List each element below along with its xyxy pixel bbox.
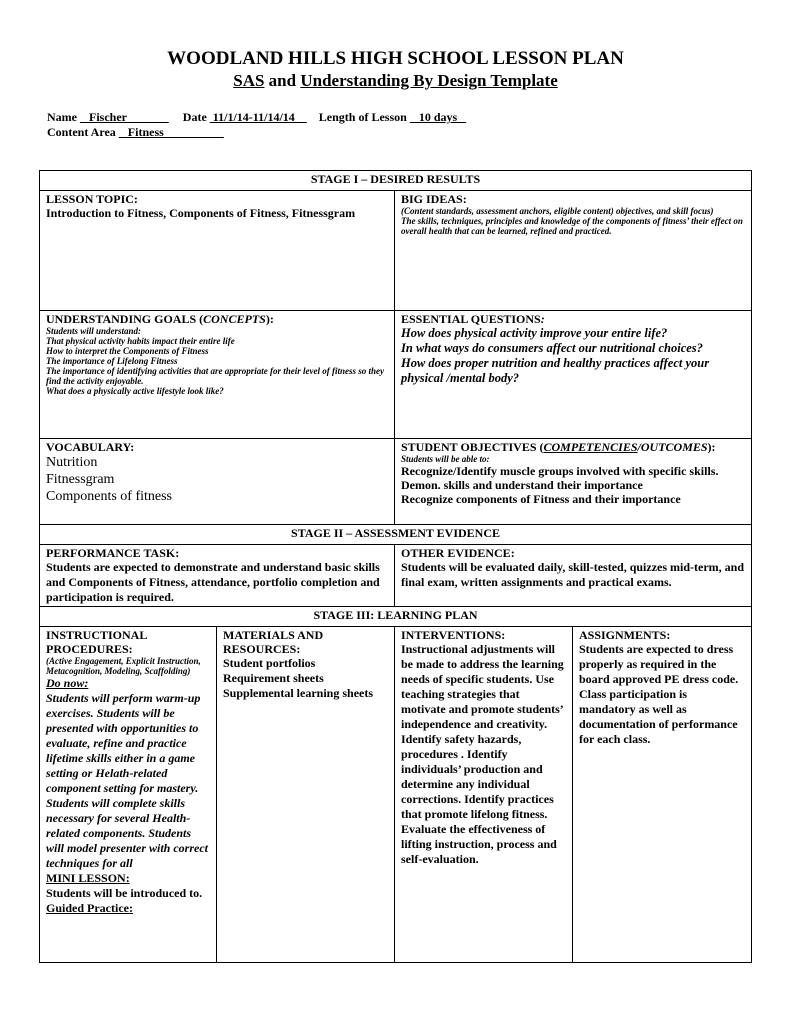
stage2-heading: STAGE II – ASSESSMENT EVIDENCE — [40, 525, 752, 545]
essential-question: How does proper nutrition and healthy practices affect your physical /mental body? — [401, 356, 710, 385]
assignments-cell — [573, 627, 752, 963]
stage1-heading: STAGE I – DESIRED RESULTS — [40, 171, 752, 191]
subtitle-and: and — [264, 71, 301, 90]
header-row-2 — [47, 125, 224, 139]
instructional-procedures-note: (Active Engagement, Explicit Instruction, Metacognition, Modeling, Scaffolding) — [46, 656, 201, 676]
vocabulary-cell — [40, 439, 395, 525]
performance-task-label: PERFORMANCE TASK: — [46, 546, 180, 560]
other-evidence-cell — [395, 545, 752, 607]
interventions-label: INTERVENTIONS: — [401, 628, 506, 642]
stage3-heading: STAGE III: LEARNING PLAN — [40, 607, 752, 627]
essential-questions-label: ESSENTIAL QUESTIONS: — [401, 312, 545, 326]
vocabulary-item: Fitnessgram — [46, 472, 115, 487]
understanding-line: Students will understand: — [46, 326, 142, 336]
document-title: WOODLAND HILLS HIGH SCHOOL LESSON PLAN — [167, 48, 624, 69]
materials-resources-label: MATERIALS AND RESOURCES: — [223, 628, 324, 656]
understanding-goals-label: UNDERSTANDING GOALS (CONCEPTS): — [46, 312, 274, 326]
understanding-line: What does a physically active lifestyle look like? — [46, 386, 224, 396]
mini-lesson-text: Students will be introduced to. — [46, 886, 203, 900]
assignments-text: Students are expected to dress properly as required in the board approved PE dress code. Class participation is mandatory as well as documentation of performance for each class. — [579, 642, 739, 746]
name-value[interactable]: Fischer — [80, 110, 169, 124]
student-objective: Demon. skills and understand their importance — [401, 478, 643, 492]
materials-resources-cell — [217, 627, 395, 963]
date-value[interactable]: 11/1/14-11/14/14 — [209, 110, 307, 124]
assignments-label: ASSIGNMENTS: — [579, 628, 671, 642]
big-ideas-note: (Content standards, assessment anchors, eligible content) objectives, and skill focus) — [401, 206, 714, 216]
subtitle-sas: SAS — [233, 71, 265, 90]
do-now-label: Do now: — [46, 676, 89, 690]
do-now-text: Students will perform warm-up exercises. Students will be presented with opportunities to evaluate, refine and practice lifetime skills either in a game setting or Helath-related component setting for mastery. Students will complete skills necessary for several Health-related components. Students will model presenter with correct techniques for all — [46, 691, 208, 870]
essential-question: In what ways do consumers affect our nutritional choices? — [401, 341, 703, 355]
name-label: Name — [47, 110, 77, 124]
interventions-text: Instructional adjustments will be made to address the learning needs of specific students. Use teaching strategies that motivate and promote students’ independence and creativity. Identify safety hazards, procedures . Identify individuals’ production and determine any individual corrections. Identify practices that promote lifelong fitness. Evaluate the effectiveness of lifting instruction, process and self-evaluation. — [401, 642, 564, 866]
interventions-cell — [395, 627, 573, 963]
header-row-1 — [47, 110, 466, 124]
instructional-procedures-cell — [40, 627, 217, 963]
length-label: Length of Lesson — [318, 110, 407, 124]
lesson-topic-label: LESSON TOPIC: — [46, 192, 138, 206]
student-objective: Recognize/Identify muscle groups involved with specific skills. — [401, 464, 719, 478]
student-objectives-note: Students will be able to: — [401, 454, 490, 464]
instructional-procedures-label: INSTRUCTIONAL PROCEDURES: — [46, 628, 147, 656]
understanding-line: That physical activity habits impact their entire life — [46, 336, 235, 346]
materials-item: Requirement sheets — [223, 671, 324, 685]
content-area-value[interactable]: Fitness — [118, 125, 224, 139]
document-subtitle — [0, 71, 791, 91]
materials-item: Supplemental learning sheets — [223, 686, 374, 700]
big-ideas-text: The skills, techniques, principles and knowledge of the components of fitness’ their effect on overall health that can be learned, refined and practiced. — [401, 216, 743, 236]
performance-task-cell — [40, 545, 395, 607]
big-ideas-label: BIG IDEAS: — [401, 192, 467, 206]
subtitle-ubd: Understanding By Design Template — [300, 71, 558, 90]
understanding-line: The importance of Lifelong Fitness — [46, 356, 178, 366]
essential-questions-cell — [395, 311, 752, 439]
materials-item: Student portfolios — [223, 656, 316, 670]
big-ideas-cell — [395, 191, 752, 311]
guided-practice-label: Guided Practice: — [46, 901, 133, 915]
student-objectives-cell — [395, 439, 752, 525]
understanding-line: How to interpret the Components of Fitness — [46, 346, 209, 356]
content-area-label: Content Area — [47, 125, 116, 139]
understanding-line: The importance of identifying activities that are appropriate for their level of fitness so they find the activity enjoyable. — [46, 366, 384, 386]
length-value[interactable]: 10 days — [409, 110, 467, 124]
vocabulary-label: VOCABULARY: — [46, 440, 135, 454]
lesson-topic-cell — [40, 191, 395, 311]
other-evidence-label: OTHER EVIDENCE: — [401, 546, 515, 560]
vocabulary-item: Nutrition — [46, 455, 98, 470]
mini-lesson-label: MINI LESSON: — [46, 871, 130, 885]
student-objectives-label: STUDENT OBJECTIVES (COMPETENCIES/OUTCOMES): — [401, 440, 716, 454]
date-label: Date — [182, 110, 207, 124]
vocabulary-item: Components of fitness — [46, 489, 172, 504]
performance-task-text: Students are expected to demonstrate and understand basic skills and Components of Fitness, attendance, portfolio completion and participation is required. — [46, 560, 380, 604]
other-evidence-text: Students will be evaluated daily, skill-tested, quizzes mid-term, and final exam, written assignments and practical exams. — [401, 560, 745, 589]
essential-question: How does physical activity improve your entire life? — [401, 326, 668, 340]
lesson-topic-text: Introduction to Fitness, Components of Fitness, Fitnessgram — [46, 206, 356, 220]
understanding-goals-cell — [40, 311, 395, 439]
lesson-plan-table — [39, 170, 752, 963]
student-objective: Recognize components of Fitness and their importance — [401, 492, 681, 506]
